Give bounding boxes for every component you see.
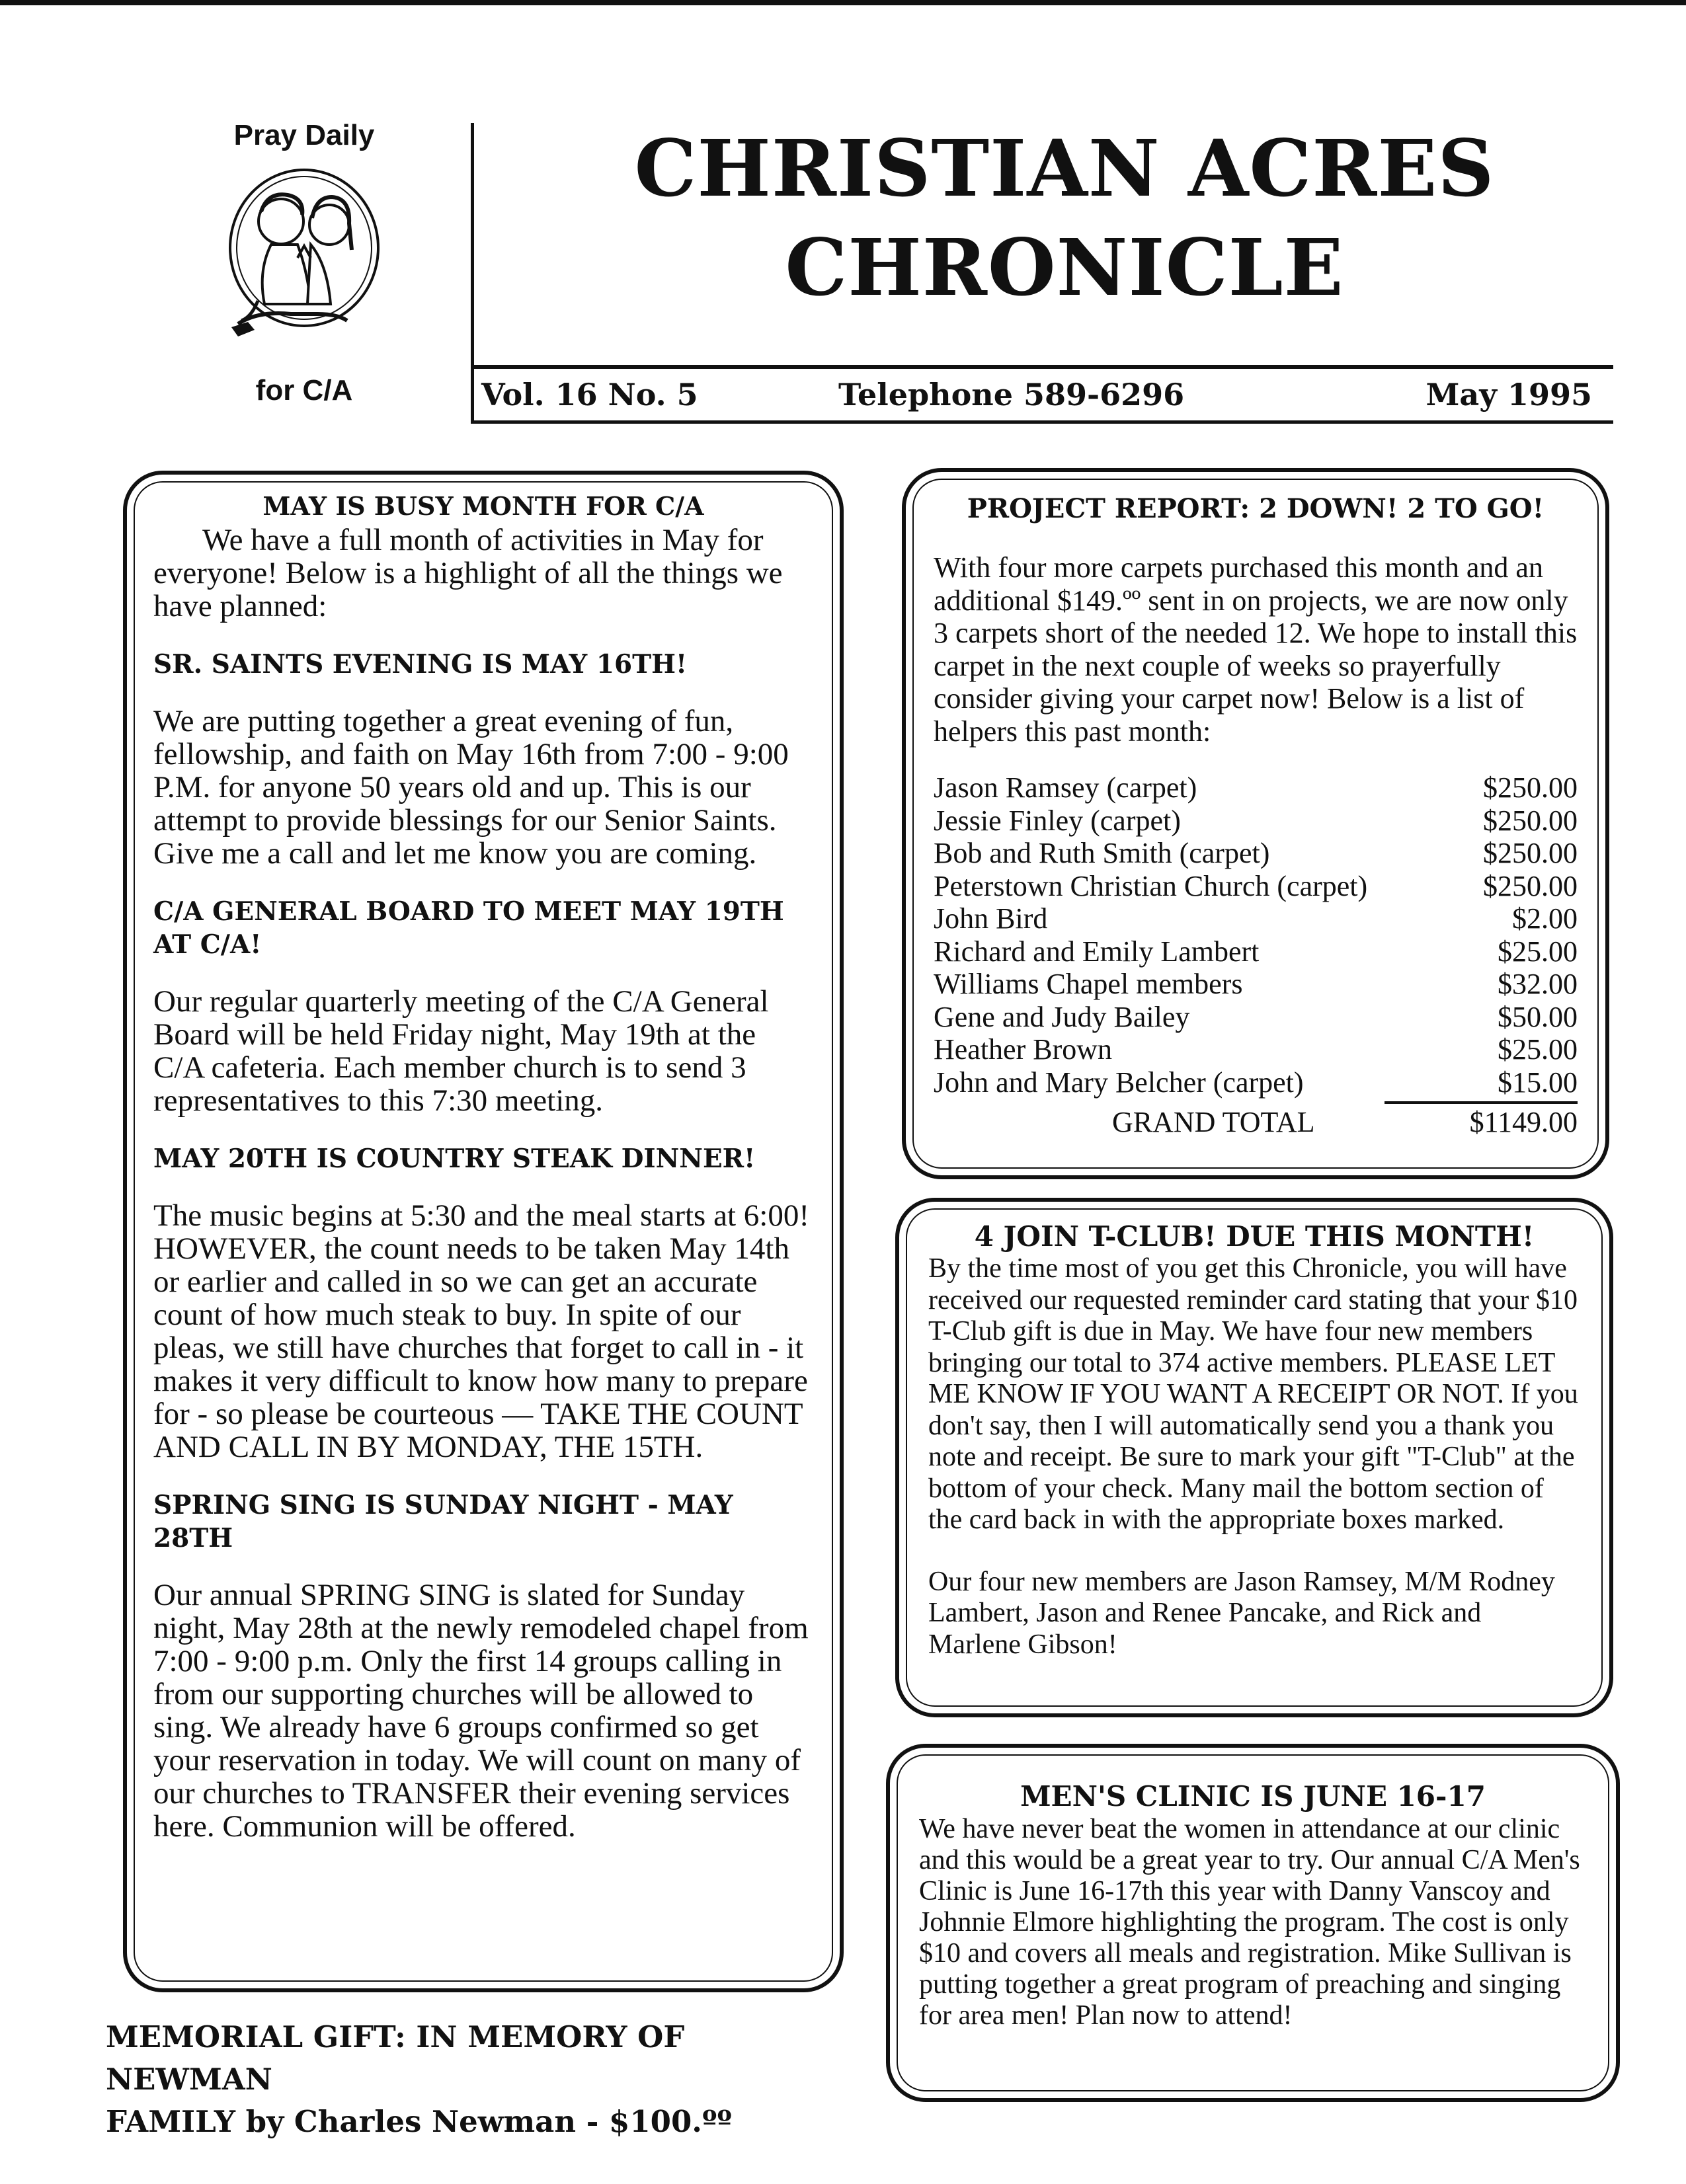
mens-clinic-heading: MEN'S CLINIC IS JUNE 16-17 bbox=[1020, 1780, 1486, 1813]
volume-number: Vol. 16 No. 5 bbox=[481, 377, 698, 412]
donor-amount: $32.00 bbox=[1498, 968, 1578, 1000]
donor-name: Jessie Finley (carpet) bbox=[934, 804, 1181, 837]
donor-list bbox=[934, 771, 1578, 1141]
donor-name: Heather Brown bbox=[934, 1033, 1113, 1066]
section-title: SR. SAINTS EVENING IS MAY 16TH! bbox=[153, 649, 688, 680]
donor-row bbox=[934, 1033, 1578, 1066]
masthead-divider bbox=[471, 123, 474, 422]
project-report-intro: With four more carpets purchased this month and an additional $149.ºº sent in on projects, we are now only 3 carpets short of the needed 12. We hope to install this carpet in the next couple of weeks so prayerfully consider giving your carpet now! Below is a list of helpers this past month: bbox=[934, 551, 1578, 748]
donor-amount: $25.00 bbox=[1498, 935, 1578, 968]
title-line-1: CHRISTIAN ACRES bbox=[634, 122, 1495, 214]
logo-top-text: Pray Daily bbox=[233, 119, 375, 151]
mens-clinic-body: We have never beat the women in attendance at our clinic and this would be a great year to try. Our annual C/A Men's Clinic is June 16-17th this year with Danny Vanscoy and Johnnie Elmore highlighting the program. The cost is only $10 and covers all meals and registration. Mike Sullivan is putting together a great program of preaching and singing for area men! Plan now to attend! bbox=[919, 1814, 1580, 2031]
section-title: MAY 20TH IS COUNTRY STEAK DINNER! bbox=[153, 1144, 756, 1174]
donor-amount: $15.00 bbox=[1498, 1066, 1578, 1099]
donor-amount: $50.00 bbox=[1498, 1000, 1578, 1033]
donor-name: Bob and Ruth Smith (carpet) bbox=[934, 837, 1270, 869]
telephone: Telephone 589-6296 bbox=[838, 377, 1185, 412]
tclub-body: By the time most of you get this Chronicle, you will have received our requested reminder card stating that your $10 T-Club gift is due in May. We have four new members bringing our total to 374 active members. PLEASE LET ME KNOW IF YOU WANT A RECEIPT OR NOT. If you don't say, then I will automatically send you a thank you note and receipt. Be sure to mark your gift "T-Club" at the bottom of your check. Many mail the bottom section of the card back in with the appropriate boxes marked. bbox=[928, 1253, 1578, 1535]
memorial-gift-note bbox=[106, 2016, 860, 2143]
donor-amount: $250.00 bbox=[1483, 771, 1578, 804]
busy-month-article bbox=[123, 471, 844, 1992]
donor-row bbox=[934, 804, 1578, 838]
title-line-2: CHRONICLE bbox=[785, 221, 1344, 313]
newsletter-title bbox=[476, 119, 1653, 317]
donor-row bbox=[934, 1066, 1578, 1099]
busy-month-heading: MAY IS BUSY MONTH FOR C/A bbox=[262, 491, 704, 521]
issue-date: May 1995 bbox=[1425, 377, 1592, 412]
busy-month-intro: We have a full month of activities in May for everyone! Below is a highlight of all the things we have planned: bbox=[153, 523, 783, 623]
section-body: The music begins at 5:30 and the meal starts at 6:00! HOWEVER, the count needs to be taken May 14th or earlier and called in so we can get an accurate count of how much steak to buy. In spite of our pleas, we still have churches that forget to call in - it makes it very difficult to know how many to prepare for - so please be courteous — TAKE THE COUNT AND CALL IN BY MONDAY, THE 15TH. bbox=[153, 1198, 809, 1464]
praying-children-icon bbox=[198, 159, 410, 370]
section-title: C/A GENERAL BOARD TO MEET MAY 19TH AT C/A! bbox=[153, 896, 784, 960]
donor-amount: $25.00 bbox=[1498, 1033, 1578, 1066]
donor-amount: $2.00 bbox=[1512, 902, 1578, 935]
donor-amount: $250.00 bbox=[1483, 837, 1578, 869]
donor-row bbox=[934, 771, 1578, 804]
tclub-new-members: Our four new members are Jason Ramsey, M/M Rodney Lambert, Jason and Renee Pancake, and Rick and Marlene Gibson! bbox=[928, 1566, 1555, 1660]
grand-total-amount: $1149.00 bbox=[1469, 1106, 1578, 1138]
donor-row bbox=[934, 935, 1578, 968]
donor-name: Peterstown Christian Church (carpet) bbox=[934, 869, 1368, 902]
donor-amount: $250.00 bbox=[1483, 804, 1578, 837]
mens-clinic-article bbox=[886, 1744, 1620, 2102]
donor-name: Jason Ramsey (carpet) bbox=[934, 771, 1197, 804]
donor-amount: $250.00 bbox=[1483, 869, 1578, 902]
logo bbox=[172, 119, 436, 430]
donor-row bbox=[934, 968, 1578, 1001]
section-body: Our annual SPRING SING is slated for Sunday night, May 28th at the newly remodeled chapel from 7:00 - 9:00 p.m. Only the first 14 groups calling in from our supporting churches will be allowed to sing. We already have 6 groups confirmed so get your reservation in today. We will count on many of our churches to TRANSFER their evening services here. Communion will be offered. bbox=[153, 1578, 809, 1844]
logo-bottom-text: for C/A bbox=[255, 374, 353, 407]
project-report-heading: PROJECT REPORT: 2 DOWN! 2 TO GO! bbox=[967, 493, 1545, 524]
tclub-article bbox=[895, 1198, 1613, 1717]
donor-name: Richard and Emily Lambert bbox=[934, 935, 1260, 968]
memorial-line-1: MEMORIAL GIFT: IN MEMORY OF NEWMAN bbox=[106, 2019, 685, 2097]
project-report-article bbox=[902, 468, 1609, 1179]
memorial-line-2: FAMILY by Charles Newman - $100.ºº bbox=[106, 2104, 732, 2139]
donor-row bbox=[934, 870, 1578, 903]
masthead-rule-top bbox=[471, 365, 1613, 369]
tclub-heading: 4 JOIN T-CLUB! DUE THIS MONTH! bbox=[974, 1220, 1535, 1253]
section-title: SPRING SING IS SUNDAY NIGHT - MAY 28TH bbox=[153, 1490, 733, 1553]
donor-name: Williams Chapel members bbox=[934, 968, 1243, 1000]
issue-info-bar bbox=[481, 370, 1592, 419]
donor-row bbox=[934, 1001, 1578, 1034]
grand-total-row bbox=[934, 1104, 1578, 1141]
donor-row bbox=[934, 837, 1578, 870]
section-body: We are putting together a great evening of fun, fellowship, and faith on May 16th from 7:00 - 9:00 P.M. for anyone 50 years old and up. This is our attempt to provide blessings for our Senior Saints. Give me a call and let me know you are coming. bbox=[153, 704, 789, 871]
scan-top-edge bbox=[0, 0, 1686, 5]
section-body: Our regular quarterly meeting of the C/A General Board will be held Friday night, May 19th at the C/A cafeteria. Each member church is to send 3 representatives to this 7:30 meeting. bbox=[153, 984, 769, 1118]
donor-name: John Bird bbox=[934, 902, 1048, 935]
donor-row bbox=[934, 902, 1578, 935]
masthead-rule-bottom bbox=[471, 420, 1613, 424]
grand-total-label: GRAND TOTAL bbox=[1112, 1106, 1315, 1138]
donor-name: John and Mary Belcher (carpet) bbox=[934, 1066, 1304, 1099]
donor-name: Gene and Judy Bailey bbox=[934, 1000, 1190, 1033]
